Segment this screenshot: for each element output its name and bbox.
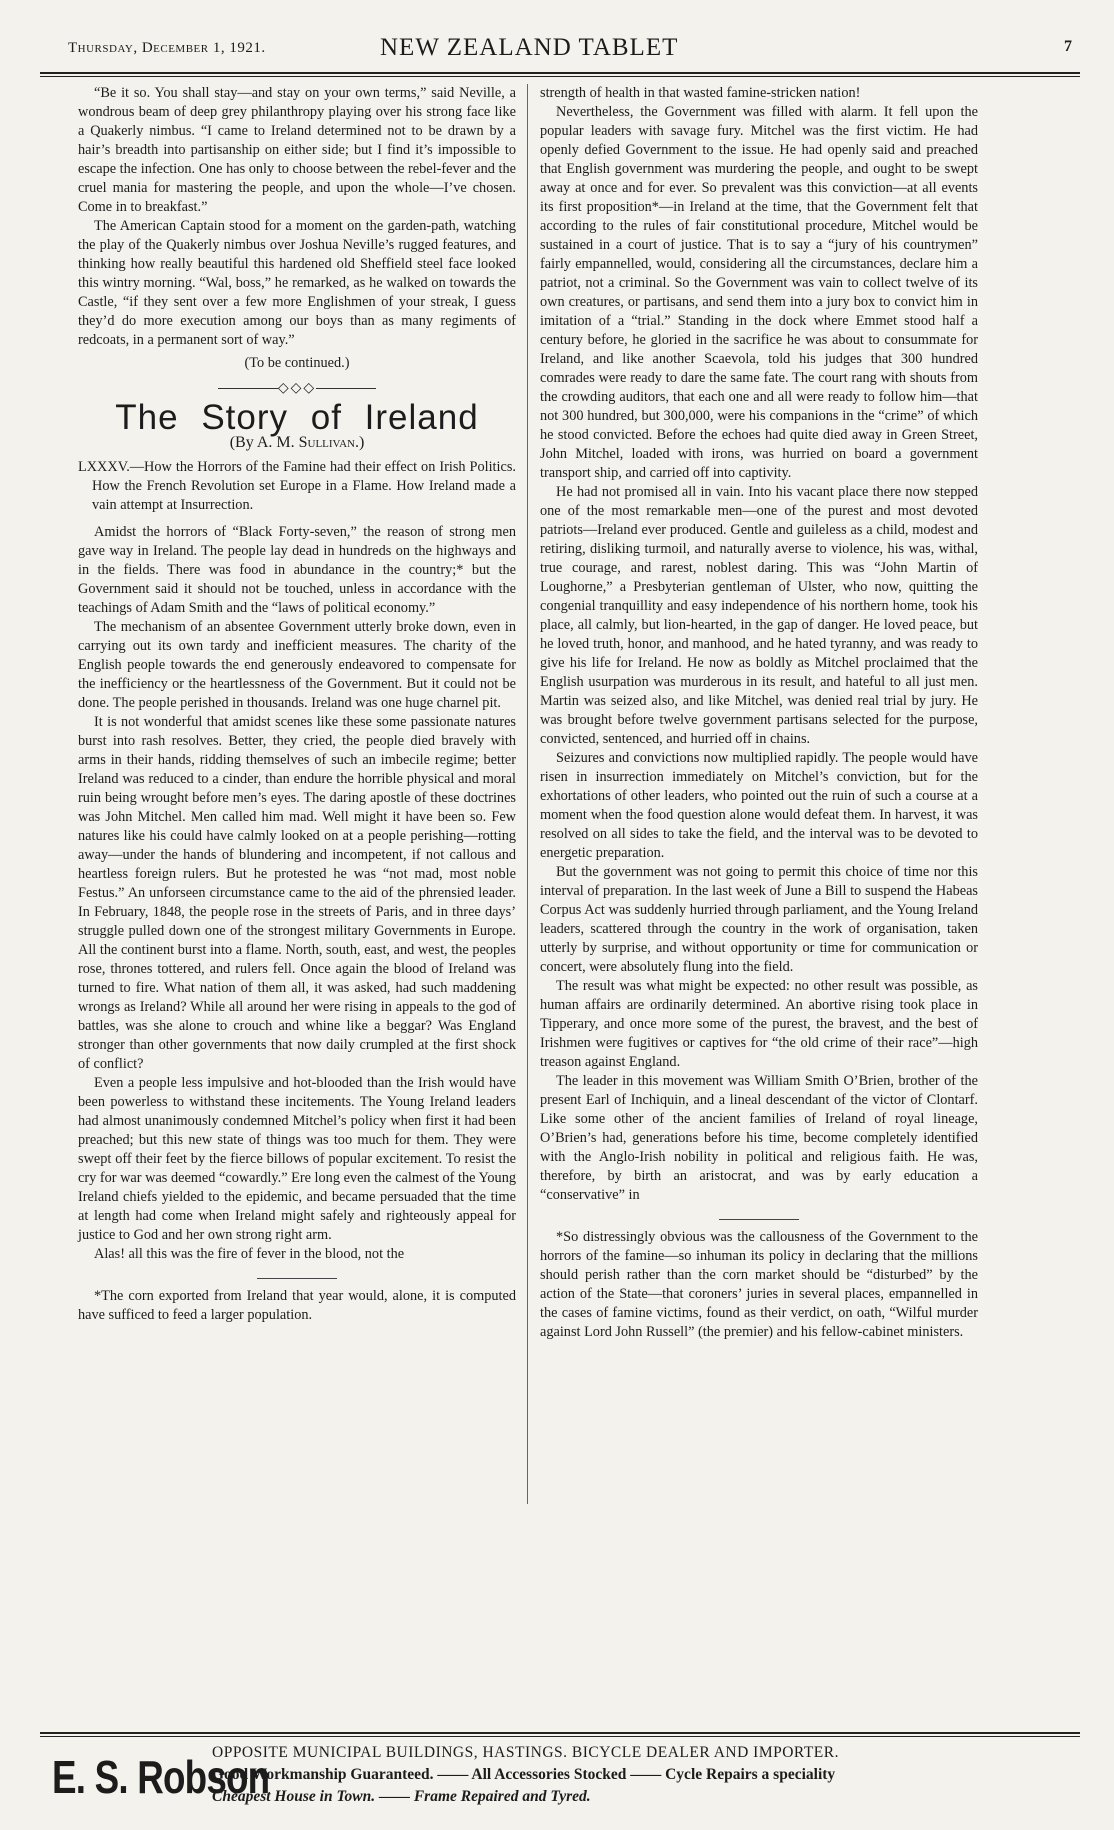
article-paragraph: strength of health in that wasted famine-stricken nation!	[540, 85, 861, 101]
advert-line-prices: Cheapest House in Town. —— Frame Repaired and Tyred.	[212, 1788, 591, 1805]
article-paragraph: The leader in this movement was William Smith O’Brien, brother of the present Earl of Inchiquin, and a lineal descendant of the victor of Clontarf. Like some other of the ancient families of Ireland of royal lineage, O’Brien’s had, generations before his time, become completely identified with the Anglo-Irish nobility in political and religious faith. He was, therefore, by birth an aristocrat, and was by early education a “conservative” in	[540, 1073, 978, 1203]
article-paragraph: Even a people less impulsive and hot-blooded than the Irish would have been powerless to withstand these incitements. The Young Ireland leaders had almost unanimously condemned Mitchel’s policy when first it had been preached; but this new state of things was too much for them. They were swept off their feet by the fierce billows of popular excitement. To resist the cry for war was deemed “cowardly.” Ere long even the calmest of the Young Ireland chiefs yielded to the epidemic, and became persuaded that the time at length had come when Ireland might safely and righteously appeal for justice to God and her own strong right arm.	[78, 1075, 516, 1243]
column-rule	[527, 84, 528, 1504]
advert-brand: E. S. Robson	[52, 1751, 270, 1803]
byline-suffix: .)	[354, 434, 365, 451]
paper-title: NEW ZEALAND TABLET	[380, 34, 679, 61]
article-paragraph: Nevertheless, the Government was filled with alarm. It fell upon the popular leaders with savage fury. Mitchel was the first victim. He had openly defied Government to the issue. He had openly said and preached that English government was murdering the people, and ought to be swept away at once and for ever. So prevalent was this conviction—at all events its first proposition*—in Ireland at the time, that the Government felt that according to the rules of fair constitutional procedure, Mitchel would be sustained in a court of justice. That is to say a “jury of his countrymen” fairly empannelled, would, considering all the circumstances, declare him a patriot, not a criminal. So the Government was vain to collect twelve of its own creatures, or partisans, and send them into a jury box to convict him in imitation of a “trial.” Standing in the dock where Emmet stood half a century before, he gloried in the sacrifice he was about to consummate for Ireland, and like another Scaevola, told his judges that 300 hundred comrades were ready to dare the same fate. The court rang with shouts from the crowding auditors, that each one and all were ready to follow him—that not 300 hundred, but 300,000, were his companions in the “crime” of which he stood convicted. Before the echoes had quite died away in Green Street, John Mitchel, loaded with irons, was hurried on board a government transport ship, and carried off into captivity.	[540, 104, 978, 481]
footnote-rule	[257, 1278, 337, 1279]
story-title: The Story of Ireland	[115, 398, 479, 437]
advertisement	[40, 1740, 1080, 1818]
serial-paragraph: The American Captain stood for a moment on the garden-path, watching the play of the Quakerly nimbus over Joshua Neville’s rugged features, and thinking how really beautiful this hardened old Sheffield steel face looked this wintry morning. “Wal, boss,” he remarked, as he walked on towards the Castle, “if they sent over a few more Englishmen of your streak, I guess they’d do more execution among our boys than as many regiments of redcoats, in a permanent sort of way.”	[78, 218, 516, 348]
advert-line-services: Good Workmanship Guaranteed. —— All Accessories Stocked —— Cycle Repairs a speciality	[212, 1766, 836, 1783]
issue-date: Thursday, December 1, 1921.	[68, 40, 266, 56]
chapter-synopsis	[78, 458, 516, 515]
right-column	[540, 84, 978, 1342]
to-be-continued: (To be continued.)	[244, 355, 350, 371]
advert-line-address: OPPOSITE MUNICIPAL BUILDINGS, HASTINGS. BICYCLE DEALER AND IMPORTER.	[212, 1744, 839, 1761]
footnote-text: *The corn exported from Ireland that year would, alone, it is computed have sufficed to feed a larger population.	[78, 1288, 516, 1323]
ornament-diamonds: ◇◇◇	[277, 381, 317, 396]
footnote	[540, 1228, 978, 1342]
advert-rule	[40, 1732, 1080, 1734]
article-paragraph: He had not promised all in vain. Into his vacant place there now stepped one of the most remarkable men—one of the purest and most devoted patriots—Ireland ever produced. Gentle and guileless as a child, modest and retiring, disliking turmoil, and naturally averse to violence, his was, withal, true courage, and rarest, noblest daring. This was “John Martin of Loughorne,” a Presbyterian gentleman of Ulster, who now, quitting the congenial tranquillity and easy independence of his northern home, took his place, all calmly, but lion-hearted, in the gap of danger. He loved peace, but he loved truth, honor, and manhood, and he hated tyranny, and was ready to give his life for Ireland. He now as boldly as Mitchel proclaimed that the English usurpation was murderous in its result, and hateful to all just men. Martin was seized also, and like Mitchel, was denied real trial by jury. He was brought before twelve government partisans selected for the purpose, convicted, sentenced, and hurried off in chains.	[540, 484, 978, 747]
footnote	[78, 1287, 516, 1325]
footnote-rule	[719, 1219, 799, 1220]
byline-author: Sullivan	[298, 434, 355, 451]
article-paragraph: But the government was not going to permit this choice of time nor this interval of preparation. In the last week of June a Bill to suspend the Habeas Corpus Act was suddenly hurried through parliament, and the Young Ireland leaders, scattered through the country in the work of organisation, taken utterly by surprise, and without opportunity or time for communication or concert, were absolutely flung into the field.	[540, 864, 978, 975]
ornament-line	[218, 388, 278, 389]
article-paragraph: Alas! all this was the fire of fever in the blood, not the	[94, 1246, 405, 1262]
serial-paragraph: “Be it so. You shall stay—and stay on your own terms,” said Neville, a wondrous beam of deep grey philanthropy playing over his strong face like a Quakerly nimbus. “I came to Ireland determined not to be drawn by a hair’s breadth into partisanship on either side; but I find it’s impossible to escape the infection. One has only to choose between the rebel-fever and the cruel mania for mastering the people, and upon the whole—I’ve chosen. Come in to breakfast.”	[78, 85, 516, 215]
article-paragraph: The result was what might be expected: no other result was possible, as human affairs are ordinarily determined. An abortive rising took place in Tipperary, and once more some of the purest, the bravest, and the best of Irishmen were fugitives or captives for “the old crime of their race”—high treason against England.	[540, 978, 978, 1070]
article-paragraph: Seizures and convictions now multiplied rapidly. The people would have risen in insurrection immediately on Mitchel’s conviction, but for the exhortations of other leaders, who pointed out the ruin of such a course at a moment when the food question alone would defeat them. In harvest, it was resolved on all sides to take the field, and the interval was to be devoted to energetic preparation.	[540, 750, 978, 861]
header-rule	[40, 72, 1080, 74]
byline-prefix: (By A. M.	[229, 434, 299, 451]
page-number: 7	[1064, 38, 1072, 55]
synopsis-text: LXXXV.—How the Horrors of the Famine had their effect on Irish Politics. How the French Revolution set Europe in a Flame. How Ireland made a vain attempt at Insurrection.	[78, 459, 516, 513]
header-rule-thin	[40, 76, 1080, 77]
article-paragraph: The mechanism of an absentee Government utterly broke down, even in carrying out its own tardy and inefficient measures. The charity of the English people towards the end generously endeavored to compensate for the inefficiency or the heartlessness of the Government. But it could not be done. The people perished in thousands. Ireland was one huge charnel pit.	[78, 619, 516, 711]
article-paragraph: Amidst the horrors of “Black Forty-seven,” the reason of strong men gave way in Ireland. The people lay dead in hundreds on the highways and in the fields. There was food in abundance in the country;* but the Government said it should not be touched, unless in accordance with the teachings of Adam Smith and the “laws of political economy.”	[78, 524, 516, 616]
ornament-line	[316, 388, 376, 389]
left-column	[78, 84, 516, 1325]
advert-rule-thin	[40, 1736, 1080, 1737]
masthead	[40, 34, 1080, 68]
ornament-divider	[78, 379, 516, 398]
footnote-text: *So distressingly obvious was the callousness of the Government to the horrors of the famine—so inhuman its policy in declaring that the millions should perish rather than the corn market should be “disturbed” by the action of the State—that coroners’ juries in several places, empannelled in the cases of famine victims, found as their verdict, on oath, “Wilful murder against Lord John Russell” (the premier) and his fellow-cabinet ministers.	[540, 1229, 978, 1340]
article-paragraph: It is not wonderful that amidst scenes like these some passionate natures burst into rash resolves. Better, they cried, the people died bravely with arms in their hands, ridding themselves of such an imbecile regime; better Ireland was reduced to a cinder, than endure the horrible physical and moral ruin being wrought before men’s eyes. The daring apostle of these doctrines was John Mitchel. Men called him mad. Well might it have been so. Few natures like his could have calmly looked on at a people perishing—rotting away—under the hands of blundering and incompetent, if not callous and heartless foreign rulers. But he protested he was “not mad, most noble Festus.” An unforseen circumstance came to the aid of the phrensied leader. In February, 1848, the people rose in the streets of Paris, and in three days’ struggle pulled down one of the strongest military Governments in Europe. All the continent burst into a flame. North, south, east, and west, the peoples rose, thrones tottered, and rulers fell. Once again the blood of Ireland was turned to fire. What nation of them all, it was asked, had such maddening wrongs as Ireland? While all around her were rising in appeals to the god of battles, was she alone to crouch and whine like a beggar? Was England stronger than other governments that now daily crumpled at the first shock of conflict?	[78, 714, 516, 1072]
